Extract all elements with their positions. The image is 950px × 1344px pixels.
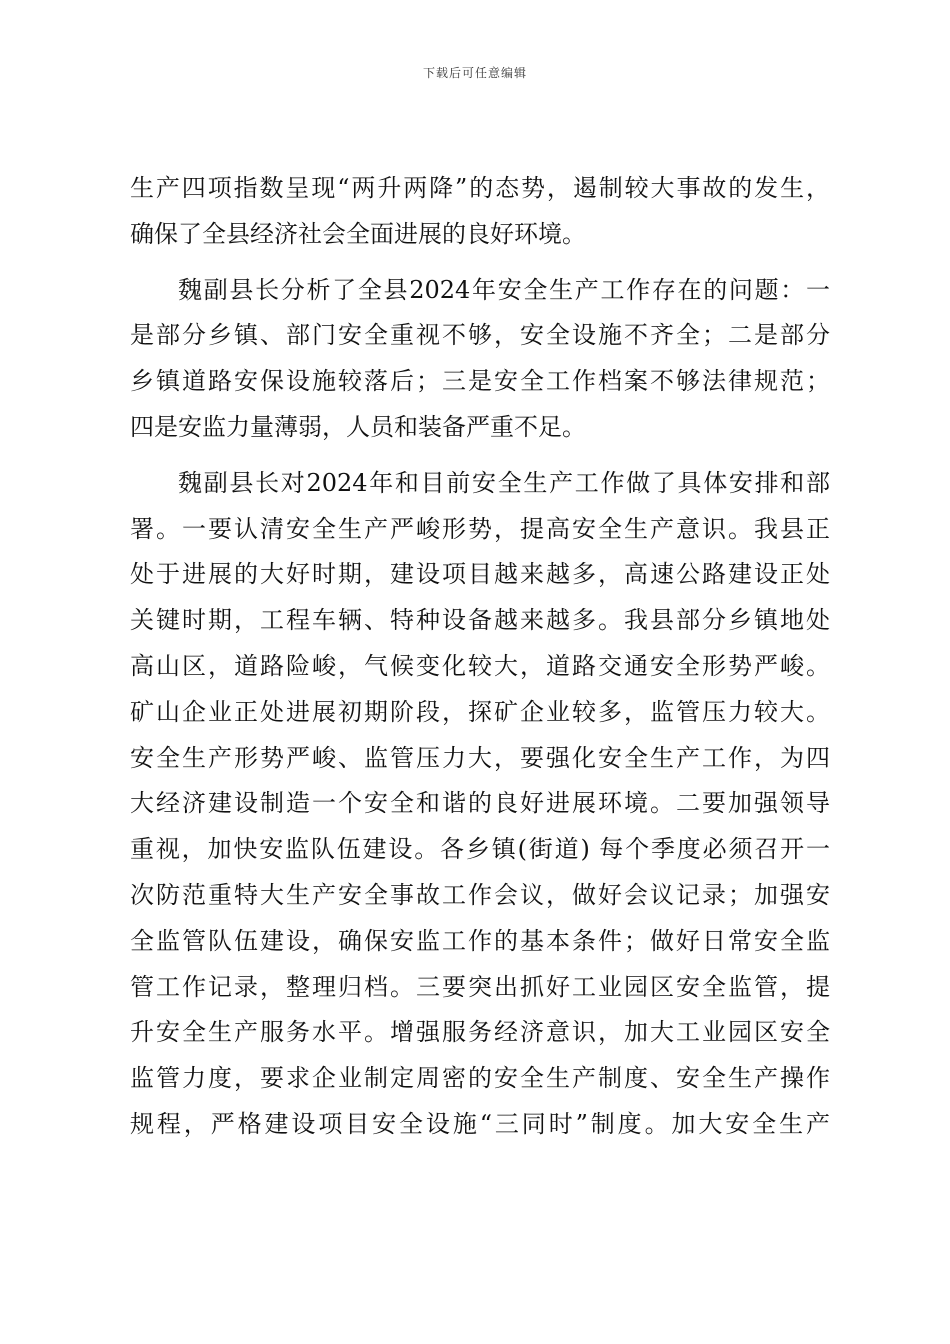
text-line: 四是安监力量薄弱，人员和装备严重不足。 — [130, 412, 586, 441]
text-line: 署。一要认清安全生产严峻形势，提高安全生产意识。我县正 — [130, 514, 830, 543]
paragraph — [130, 461, 830, 1148]
text-line: 魏副县长对2024年和目前安全生产工作做了具体安排和部 — [178, 468, 830, 497]
text-line: 关键时期，工程车辆、特种设备越来越多。我县部分乡镇地处 — [130, 606, 830, 635]
paragraph — [130, 268, 830, 451]
text-line: 升安全生产服务水平。增强服务经济意识，加大工业园区安全 — [130, 1018, 830, 1047]
text-line: 是部分乡镇、部门安全重视不够，安全设施不齐全；二是部分 — [130, 321, 830, 350]
text-line: 重视，加快安监队伍建设。各乡镇(街道) 每个季度必须召开一 — [130, 835, 830, 864]
text-line: 矿山企业正处进展初期阶段，探矿企业较多，监管压力较大。 — [130, 697, 830, 726]
text-line: 大经济建设制造一个安全和谐的良好进展环境。二要加强领导 — [130, 789, 830, 818]
text-line: 管工作记录，整理归档。三要突出抓好工业园区安全监管，提 — [130, 972, 830, 1001]
text-line: 全监管队伍建设，确保安监工作的基本条件；做好日常安全监 — [130, 926, 830, 955]
text-line: 魏副县长分析了全县2024年安全生产工作存在的问题：一 — [178, 275, 830, 304]
text-line: 监管力度，要求企业制定周密的安全生产制度、安全生产操作 — [130, 1064, 830, 1093]
text-line: 规程，严格建设项目安全设施“三同时”制度。加大安全生产 — [130, 1109, 830, 1138]
text-line: 处于进展的大好时期，建设项目越来越多，高速公路建设正处 — [130, 560, 830, 589]
text-line: 安全生产形势严峻、监管压力大，要强化安全生产工作，为四 — [130, 743, 830, 772]
text-line: 确保了全县经济社会全面进展的良好环境。 — [130, 219, 586, 248]
text-line: 高山区，道路险峻，气候变化较大，道路交通安全形势严峻。 — [130, 651, 830, 680]
paragraph — [130, 166, 830, 258]
text-line: 次防范重特大生产安全事故工作会议，做好会议记录；加强安 — [130, 880, 830, 909]
text-line: 乡镇道路安保设施较落后；三是安全工作档案不够法律规范； — [130, 367, 830, 396]
document-body — [130, 166, 830, 1148]
text-line: 生产四项指数呈现“两升两降”的态势，遏制较大事故的发生， — [130, 174, 830, 202]
page-header: 下载后可任意编辑 — [422, 66, 527, 80]
